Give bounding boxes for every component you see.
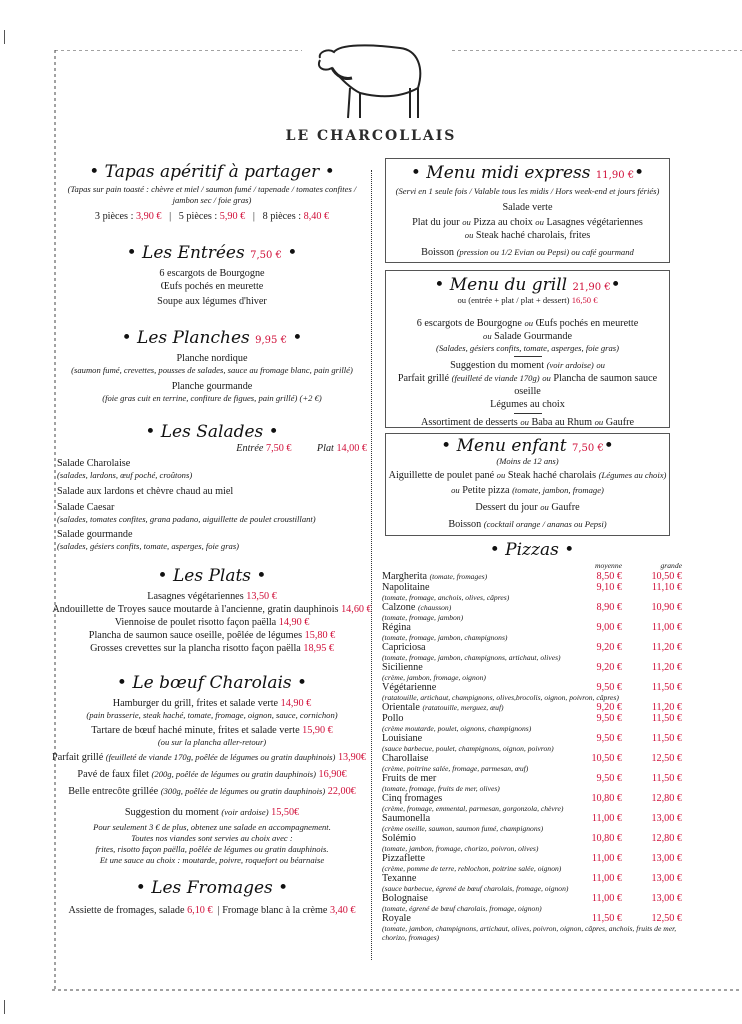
boeuf-hamburger-name: Hamburger du grill, frites et salade verte	[112, 698, 279, 709]
entrees-end: •	[287, 243, 298, 263]
pizza-price-moyenne: 9,50 €	[596, 773, 622, 784]
pizza-name-cell	[382, 913, 562, 924]
pizza-price-moyenne: 9,50 €	[596, 733, 622, 744]
pizza-desc: (ratatouille, artichaut, champignons, olives,brocolis, oignon, poivron, câpres)	[382, 693, 619, 702]
pizza-price-moyenne: 9,00 €	[596, 622, 622, 633]
menu-grill-desserts: Assortiment de desserts	[421, 417, 518, 428]
menu-midi-price: 11,90 €	[595, 170, 635, 181]
pizza-desc: (tomate, fromage, jambon, champignons, artichaut, olives)	[382, 653, 561, 662]
pizza-name: Texanne	[382, 873, 417, 884]
pizza-name-cell	[382, 733, 562, 744]
plat-name: Plancha de saumon sauce oseille, poêlée de légumes	[88, 630, 303, 641]
boeuf-note: frites, risotto façon paëlla, poêlée de légumes ou gratin dauphinois.	[95, 844, 329, 854]
menu-midi-line	[386, 229, 669, 242]
ou-text: ou	[540, 502, 549, 512]
menu-midi-desc: (Servi en 1 seule fois / Valable tous les midis / Hors week-end et jours fériés)	[395, 186, 660, 196]
pizza-name: Fruits de mer	[382, 773, 437, 784]
pizza-name: Calzone	[382, 602, 416, 613]
boeuf-suggestion-name: Suggestion du moment	[124, 807, 219, 818]
menu-enfant-poulet: Aiguillette de poulet pané	[388, 470, 495, 481]
salades-heading: • Les Salades •	[145, 422, 279, 442]
pizza-desc: (tomate, jambon, fromage, chorizo, poivron, olives)	[382, 844, 539, 853]
menu-grill-salade-desc: (Salades, gésiers confits, tomate, asperges, foie gras)	[436, 343, 619, 353]
pizza-price-moyenne: 9,50 €	[596, 682, 622, 693]
ou-text: ou	[451, 485, 460, 495]
pizza-price-moyenne: 9,20 €	[596, 662, 622, 673]
pizza-price-grande: 11,50 €	[651, 682, 682, 693]
boeuf-suggestion	[57, 806, 367, 819]
boeuf-hamburger	[57, 697, 367, 710]
ou-text: ou	[594, 417, 604, 427]
menu-midi-box	[385, 158, 670, 263]
separator-line	[514, 413, 542, 414]
fromages-assiette: Assiette de fromages, salade	[68, 905, 185, 916]
menu-enfant-line	[386, 469, 669, 482]
boeuf-faux-filet	[57, 768, 367, 781]
menu-enfant-line	[386, 501, 669, 514]
pizza-desc: (tomate, fromage, fruits de mer, olives)	[382, 784, 500, 793]
pizza-name-cell	[382, 893, 562, 904]
crop-mark	[4, 1000, 5, 1014]
menu-enfant-legumes: (Légumes au choix)	[598, 470, 667, 480]
pizzas-col-moyenne: moyenne	[595, 561, 622, 570]
menu-grill-gaufre: Gaufre	[605, 417, 634, 428]
pizza-row	[382, 773, 682, 784]
menu-midi-pizza: Pizza au choix	[473, 217, 533, 228]
menu-midi-line	[386, 246, 669, 259]
pizza-price-grande: 10,50 €	[651, 571, 682, 582]
planches-title: • Les Planches	[121, 328, 250, 348]
plat-name: Andouillette de Troyes sauce moutarde à l'ancienne, gratin dauphinois	[52, 604, 339, 615]
salade-item: Salade gourmande	[57, 529, 133, 540]
pizza-row	[382, 713, 682, 724]
boeuf-tartare-desc: (ou sur la plancha aller-retour)	[157, 737, 267, 747]
plats-heading: • Les Plats •	[157, 566, 267, 586]
menu-grill-parfait-desc: (feuilleté de viande 170g)	[451, 373, 540, 383]
boeuf-faux-filet-price: 16,90€	[318, 769, 347, 780]
pizza-row	[382, 873, 682, 884]
menu-enfant-pizza: Petite pizza	[462, 485, 510, 496]
menu-enfant-boisson: Boisson	[448, 519, 482, 530]
pizza-price-moyenne: 11,00 €	[591, 813, 622, 824]
pizza-row	[382, 853, 682, 864]
menu-enfant-price: 7,50 €	[571, 443, 604, 454]
pizza-inline-desc: (ratatouille, merguez, œuf)	[422, 703, 504, 712]
menu-midi-steak: Steak haché charolais, frites	[475, 230, 591, 241]
menu-grill-line	[386, 359, 669, 372]
pizza-price-moyenne: 8,90 €	[596, 602, 622, 613]
boeuf-tartare	[57, 724, 367, 737]
menu-midi-line	[386, 216, 669, 229]
menu-midi-title: • Menu midi express	[410, 163, 591, 183]
plat-item	[49, 603, 375, 616]
plat-item	[57, 642, 367, 655]
salade-item-desc: (salades, tomates confites, grana padano, aiguillette de poulet croustillant)	[57, 514, 316, 524]
pizza-name-cell	[382, 582, 562, 593]
pizza-price-grande: 13,00 €	[651, 813, 682, 824]
pizza-name-cell	[382, 853, 562, 864]
pizza-name: Louisiane	[382, 733, 423, 744]
salade-item-desc: (salades, lardons, œuf poché, croûtons)	[57, 470, 193, 480]
boeuf-entrecote-desc: (300g, poêlée de légumes ou gratin dauphinois)	[160, 786, 326, 796]
ou-text: ou	[520, 417, 529, 427]
entrees-item: Soupe aux légumes d'hiver	[157, 296, 267, 307]
pizza-desc: (crème, fromage, emmental, parmesan, gorgonzola, chèvre)	[382, 804, 564, 813]
tapas-prices: 3 pièces : 3,90 € | 5 pièces : 5,90 € | 8 pièces : 8,40 €	[94, 211, 330, 222]
menu-enfant-dessert: Dessert du jour	[475, 502, 538, 513]
pizza-price-grande: 13,00 €	[651, 873, 682, 884]
menu-grill-heading	[386, 275, 669, 295]
tapas-8-price: 8,40 €	[303, 211, 330, 222]
separator-line	[514, 356, 542, 357]
boeuf-parfait-price: 13,90€	[337, 752, 366, 763]
menu-grill-title: • Menu du grill	[434, 275, 568, 295]
menu-enfant-line	[386, 484, 669, 497]
pizza-name-cell	[382, 873, 562, 884]
fromages-assiette-price: 6,10 €	[187, 905, 213, 916]
salade-item: Salade Caesar	[57, 502, 115, 513]
salades-prices	[57, 442, 367, 455]
plat-price: 14,90 €	[278, 617, 310, 628]
pizzas-col-headers	[382, 560, 682, 571]
tapas-3-price: 3,90 €	[135, 211, 162, 222]
boeuf-faux-filet-name: Pavé de faux filet	[77, 769, 149, 780]
planche-gourmande-desc: (foie gras cuit en terrine, confiture de figues, pain grillé) (+2 €)	[102, 393, 322, 403]
menu-grill-baba: Baba au Rhum	[531, 417, 593, 428]
ou-text: ou	[496, 470, 506, 480]
menu-midi-lasagnes: Lasagnes végétariennes	[546, 217, 643, 228]
menu-enfant-pizza-desc: (tomate, jambon, fromage)	[512, 485, 604, 495]
menu-grill-legumes: Légumes au choix	[490, 399, 565, 410]
plat-item	[57, 616, 367, 629]
pizza-price-moyenne: 11,50 €	[591, 913, 622, 924]
menu-grill-suggestion-desc: (voir ardoise)	[546, 360, 594, 370]
salades-plat-label: Plat	[316, 443, 334, 454]
pizza-name-cell	[382, 682, 562, 693]
pizza-name: Pollo	[382, 713, 404, 724]
menu-enfant-sub: (Moins de 12 ans)	[496, 456, 559, 466]
tapas-8-label: 8 pièces :	[262, 211, 302, 222]
boeuf-entrecote-name: Belle entrecôte grillée	[68, 786, 159, 797]
entrees-title: • Les Entrées	[126, 243, 245, 263]
plats-list	[52, 590, 372, 655]
planches-heading	[57, 328, 367, 348]
pizza-price-moyenne: 11,00 €	[591, 873, 622, 884]
menu-grill-parfait: Parfait grillé	[397, 373, 450, 384]
pizza-name: Napolitaine	[382, 582, 430, 593]
boeuf-parfait	[51, 751, 367, 764]
pizza-price-grande: 11,10 €	[651, 582, 682, 593]
pizza-name: Solémio	[382, 833, 416, 844]
menu-grill-suggestion: Suggestion du moment	[450, 360, 545, 371]
fromages-separator: |	[217, 905, 220, 916]
pizza-desc: (tomate, jambon, champignons, artichaut, olives, poivron, oignon, câpres, anchois, fruits de mer, chorizo, fromages)	[382, 924, 677, 942]
menu-enfant-box	[385, 433, 670, 536]
pizza-row	[382, 642, 682, 653]
ou-text: ou	[535, 217, 544, 227]
salade-item: Salade aux lardons et chèvre chaud au miel	[57, 486, 234, 497]
pizza-desc: (tomate, égrené de bœuf charolais, fromage, oignon)	[382, 904, 542, 913]
boeuf-hamburger-price: 14,90 €	[280, 698, 312, 709]
pizza-desc: (sauce barbecue, poulet, champignons, oignon, poivron)	[382, 744, 554, 753]
pizza-price-moyenne: 9,20 €	[596, 702, 622, 713]
pizzas-col-grande: grande	[660, 561, 682, 570]
pizza-name: Margherita	[382, 571, 428, 582]
plat-price: 18,95 €	[303, 643, 334, 654]
pizza-name: Cinq fromages	[382, 793, 443, 804]
pizza-name: Bolognaise	[382, 893, 428, 904]
boeuf-note: Pour seulement 3 € de plus, obtenez une salade en accompagnement.	[93, 822, 331, 832]
plat-name: Lasagnes végétariennes	[147, 591, 244, 602]
pizza-row	[382, 793, 682, 804]
pizza-row	[382, 893, 682, 904]
menu-enfant-line	[386, 518, 669, 531]
pizza-name-cell	[382, 602, 562, 613]
pizza-row	[382, 913, 682, 924]
pizza-price-grande: 11,50 €	[651, 713, 682, 724]
menu-enfant-heading	[386, 436, 669, 456]
plat-price: 13,50 €	[246, 591, 277, 602]
plat-item	[57, 629, 367, 642]
pizza-price-grande: 13,00 €	[651, 893, 682, 904]
pizza-price-grande: 12,50 €	[651, 913, 682, 924]
pizza-price-grande: 11,50 €	[651, 773, 682, 784]
menu-grill-line	[386, 317, 669, 330]
menu-midi-boisson: Boisson	[421, 247, 455, 258]
pizza-price-moyenne: 11,00 €	[591, 853, 622, 864]
boeuf-heading: • Le bœuf Charolais •	[116, 673, 308, 693]
planche-gourmande: Planche gourmande	[171, 381, 253, 392]
menu-grill-salade: Salade Gourmande	[494, 331, 572, 342]
pizza-row	[382, 813, 682, 824]
pizza-price-moyenne: 8,50 €	[596, 571, 622, 582]
pizza-desc: (tomate, fromage, anchois, olives, câpres)	[382, 593, 510, 602]
entrees-item: 6 escargots de Bourgogne	[159, 268, 265, 279]
pizza-desc: (sauce barbecue, égrené de bœuf charolais, fromage, oignon)	[382, 884, 569, 893]
ou-text: ou	[462, 217, 471, 227]
boeuf-note: Toutes nos viandes sont servies au choix avec :	[131, 833, 293, 843]
pizza-row	[382, 833, 682, 844]
pizza-row	[382, 682, 682, 693]
pizza-row	[382, 702, 682, 713]
pizza-name-cell	[382, 622, 562, 633]
planche-nordique-desc: (saumon fumé, crevettes, pousses de salades, sauce au fromage blanc, pain grillé)	[71, 365, 353, 375]
menu-enfant-boisson-desc: (cocktail orange / ananas ou Pepsi)	[483, 519, 607, 529]
pizza-price-moyenne: 10,80 €	[591, 793, 622, 804]
planches-price: 9,95 €	[255, 335, 287, 346]
planche-nordique: Planche nordique	[176, 353, 248, 364]
pizza-name: Saumonella	[382, 813, 431, 824]
pizza-name: Végétarienne	[382, 682, 437, 693]
pizza-desc: (crème oseille, saumon, saumon fumé, champignons)	[382, 824, 544, 833]
menu-grill-end: •	[610, 275, 621, 295]
plat-price: 14,60 €	[341, 604, 372, 615]
menu-grill-line	[386, 372, 669, 398]
boeuf-tartare-price: 15,90 €	[302, 725, 333, 736]
salade-item-desc: (salades, gésiers confits, tomate, asperges, foie gras)	[57, 541, 240, 551]
tapas-heading: • Tapas apéritif à partager •	[89, 162, 335, 182]
pizza-name-cell	[382, 662, 562, 673]
pizza-price-grande: 11,20 €	[651, 642, 682, 653]
pizza-name: Pizzaflette	[382, 853, 425, 864]
pizza-row	[382, 582, 682, 593]
planches-end: •	[292, 328, 303, 348]
menu-midi-end: •	[634, 163, 645, 183]
boeuf-entrecote-price: 22,00€	[327, 786, 356, 797]
menu-midi-line: Salade verte	[502, 202, 553, 213]
pizza-row	[382, 622, 682, 633]
pizza-price-grande: 11,50 €	[651, 733, 682, 744]
left-column	[52, 162, 372, 917]
pizza-name: Régina	[382, 622, 411, 633]
pizza-price-grande: 12,50 €	[651, 753, 682, 764]
salades-plat-price: 14,00 €	[336, 443, 367, 454]
pizza-inline-desc: (tomate, fromages)	[429, 572, 488, 581]
boeuf-note: Et une sauce au choix : moutarde, poivre, roquefort ou béarnaise	[99, 855, 325, 865]
ou-text: ou	[483, 331, 492, 341]
salades-entree-price: 7,50 €	[265, 443, 292, 454]
pizza-name-cell	[382, 642, 562, 653]
pizza-row	[382, 662, 682, 673]
pizza-name: Charollaise	[382, 753, 429, 764]
pizza-name-cell	[382, 833, 562, 844]
boeuf-suggestion-price: 15,50€	[271, 807, 300, 818]
pizza-desc: (crème, jambon, fromage, oignon)	[382, 673, 486, 682]
boeuf-faux-filet-desc: (200g, poêlée de légumes ou gratin dauphinois)	[151, 769, 316, 779]
pizza-price-grande: 12,80 €	[651, 793, 682, 804]
boeuf-tartare-name: Tartare de bœuf haché minute, frites et salade verte	[91, 725, 300, 736]
pizza-inline-desc: (chausson)	[417, 603, 452, 612]
pizza-name-cell	[382, 813, 562, 824]
pizza-price-grande: 11,20 €	[651, 662, 682, 673]
ou-text: ou	[464, 230, 474, 240]
menu-enfant-title: • Menu enfant	[441, 436, 567, 456]
pizza-price-moyenne: 9,20 €	[596, 642, 622, 653]
menu-grill-line	[386, 416, 669, 429]
entrees-heading	[57, 243, 367, 263]
pizza-price-moyenne: 10,80 €	[591, 833, 622, 844]
pizza-price-grande: 11,20 €	[651, 702, 682, 713]
menu-enfant-end: •	[603, 436, 614, 456]
boeuf-hamburger-desc: (pain brasserie, steak haché, tomate, fromage, oignon, sauce, cornichon)	[86, 710, 338, 720]
pizza-name: Orientale	[382, 702, 420, 713]
menu-enfant-steak: Steak haché charolais	[507, 470, 597, 481]
plat-name: Grosses crevettes sur la plancha risotto façon paëlla	[90, 643, 301, 654]
pizza-price-moyenne: 9,10 €	[596, 582, 622, 593]
column-divider	[371, 170, 372, 960]
menu-grill-sub-price: 16,50 €	[571, 295, 598, 305]
entrees-item: Œufs pochés en meurette	[160, 281, 264, 292]
fromages-blanc-price: 3,40 €	[329, 905, 356, 916]
pizza-price-grande: 13,00 €	[651, 853, 682, 864]
menu-midi-boisson-desc: (pression ou 1/2 Evian ou Pepsi) ou café gourmand	[456, 247, 634, 257]
menu-grill-box	[385, 270, 670, 428]
pizza-name: Royale	[382, 913, 411, 924]
salades-entree-label: Entrée	[236, 443, 264, 454]
pizza-name-cell	[382, 793, 562, 804]
fromages-heading: • Les Fromages •	[135, 878, 289, 898]
tapas-description: (Tapas sur pain toasté : chèvre et miel / saumon fumé / tapenade / tomates confites / jambon sec / foie gras)	[67, 184, 357, 205]
pizza-name-cell	[382, 702, 562, 713]
fromages-blanc: Fromage blanc à la crème	[222, 905, 328, 916]
menu-grill-plancha: Plancha de saumon sauce oseille	[514, 373, 658, 397]
plat-price: 15,80 €	[304, 630, 336, 641]
menu-enfant-gaufre: Gaufre	[551, 502, 580, 513]
pizzas-section	[382, 540, 682, 942]
tapas-5-price: 5,90 €	[219, 211, 246, 222]
crop-mark	[4, 30, 5, 44]
pizza-row	[382, 733, 682, 744]
pizza-price-moyenne: 11,00 €	[591, 893, 622, 904]
pizza-name: Sicilienne	[382, 662, 423, 673]
pizza-desc: (crème, pomme de terre, reblochon, poitrine salée, oignon)	[382, 864, 562, 873]
bull-logo	[310, 38, 430, 128]
pizza-price-grande: 11,00 €	[651, 622, 682, 633]
pizza-price-moyenne: 9,50 €	[596, 713, 622, 724]
pizza-name-cell	[382, 753, 562, 764]
menu-grill-sub	[386, 295, 669, 305]
menu-midi-plat: Plat du jour	[412, 217, 460, 228]
fromages-line	[57, 904, 367, 917]
boeuf-parfait-desc: (feuilleté de viande 170g, poêlée de légumes ou gratin dauphinois)	[105, 752, 336, 762]
pizza-price-moyenne: 10,50 €	[591, 753, 622, 764]
pizza-row	[382, 753, 682, 764]
pizza-desc: (crème, poitrine salée, fromage, parmesan, œuf)	[382, 764, 529, 773]
pizza-name-cell	[382, 773, 562, 784]
pizza-row	[382, 602, 682, 613]
pizza-list	[382, 571, 682, 942]
menu-midi-heading	[386, 163, 669, 183]
boeuf-entrecote	[57, 785, 367, 798]
boeuf-suggestion-desc: (voir ardoise)	[221, 807, 269, 817]
plat-item	[57, 590, 367, 603]
tapas-5-label: 5 pièces :	[178, 211, 218, 222]
pizza-desc: (crème moutarde, poulet, oignons, champignons)	[382, 724, 532, 733]
pizza-price-grande: 10,90 €	[651, 602, 682, 613]
ou-text: ou	[596, 360, 605, 370]
ou-text: ou	[524, 318, 534, 328]
salade-item: Salade Charolaise	[57, 458, 131, 469]
pizzas-heading: • Pizzas •	[489, 540, 575, 560]
pizza-name-cell	[382, 571, 562, 582]
menu-grill-price: 21,90 €	[572, 282, 611, 293]
pizza-row	[382, 571, 682, 582]
menu-grill-escargots: 6 escargots de Bourgogne	[416, 318, 522, 329]
pizza-price-grande: 12,80 €	[651, 833, 682, 844]
tapas-3-label: 3 pièces :	[94, 211, 134, 222]
restaurant-name: LE CHARCOLLAIS	[285, 128, 457, 144]
menu-grill-sub-text: ou (entrée + plat / plat + dessert)	[457, 295, 570, 305]
menu-grill-oeufs: Œufs pochés en meurette	[535, 318, 639, 329]
pizza-desc: (tomate, fromage, jambon)	[382, 613, 464, 622]
plat-name: Viennoise de poulet risotto façon paëlla	[114, 617, 277, 628]
pizza-desc: (tomate, fromage, jambon, champignons)	[382, 633, 508, 642]
ou-text: ou	[542, 373, 551, 383]
pizza-name-cell	[382, 713, 562, 724]
pizza-name: Capriciosa	[382, 642, 426, 653]
entrees-price: 7,50 €	[250, 250, 282, 261]
menu-grill-line	[386, 330, 669, 343]
boeuf-parfait-name: Parfait grillé	[52, 752, 104, 763]
